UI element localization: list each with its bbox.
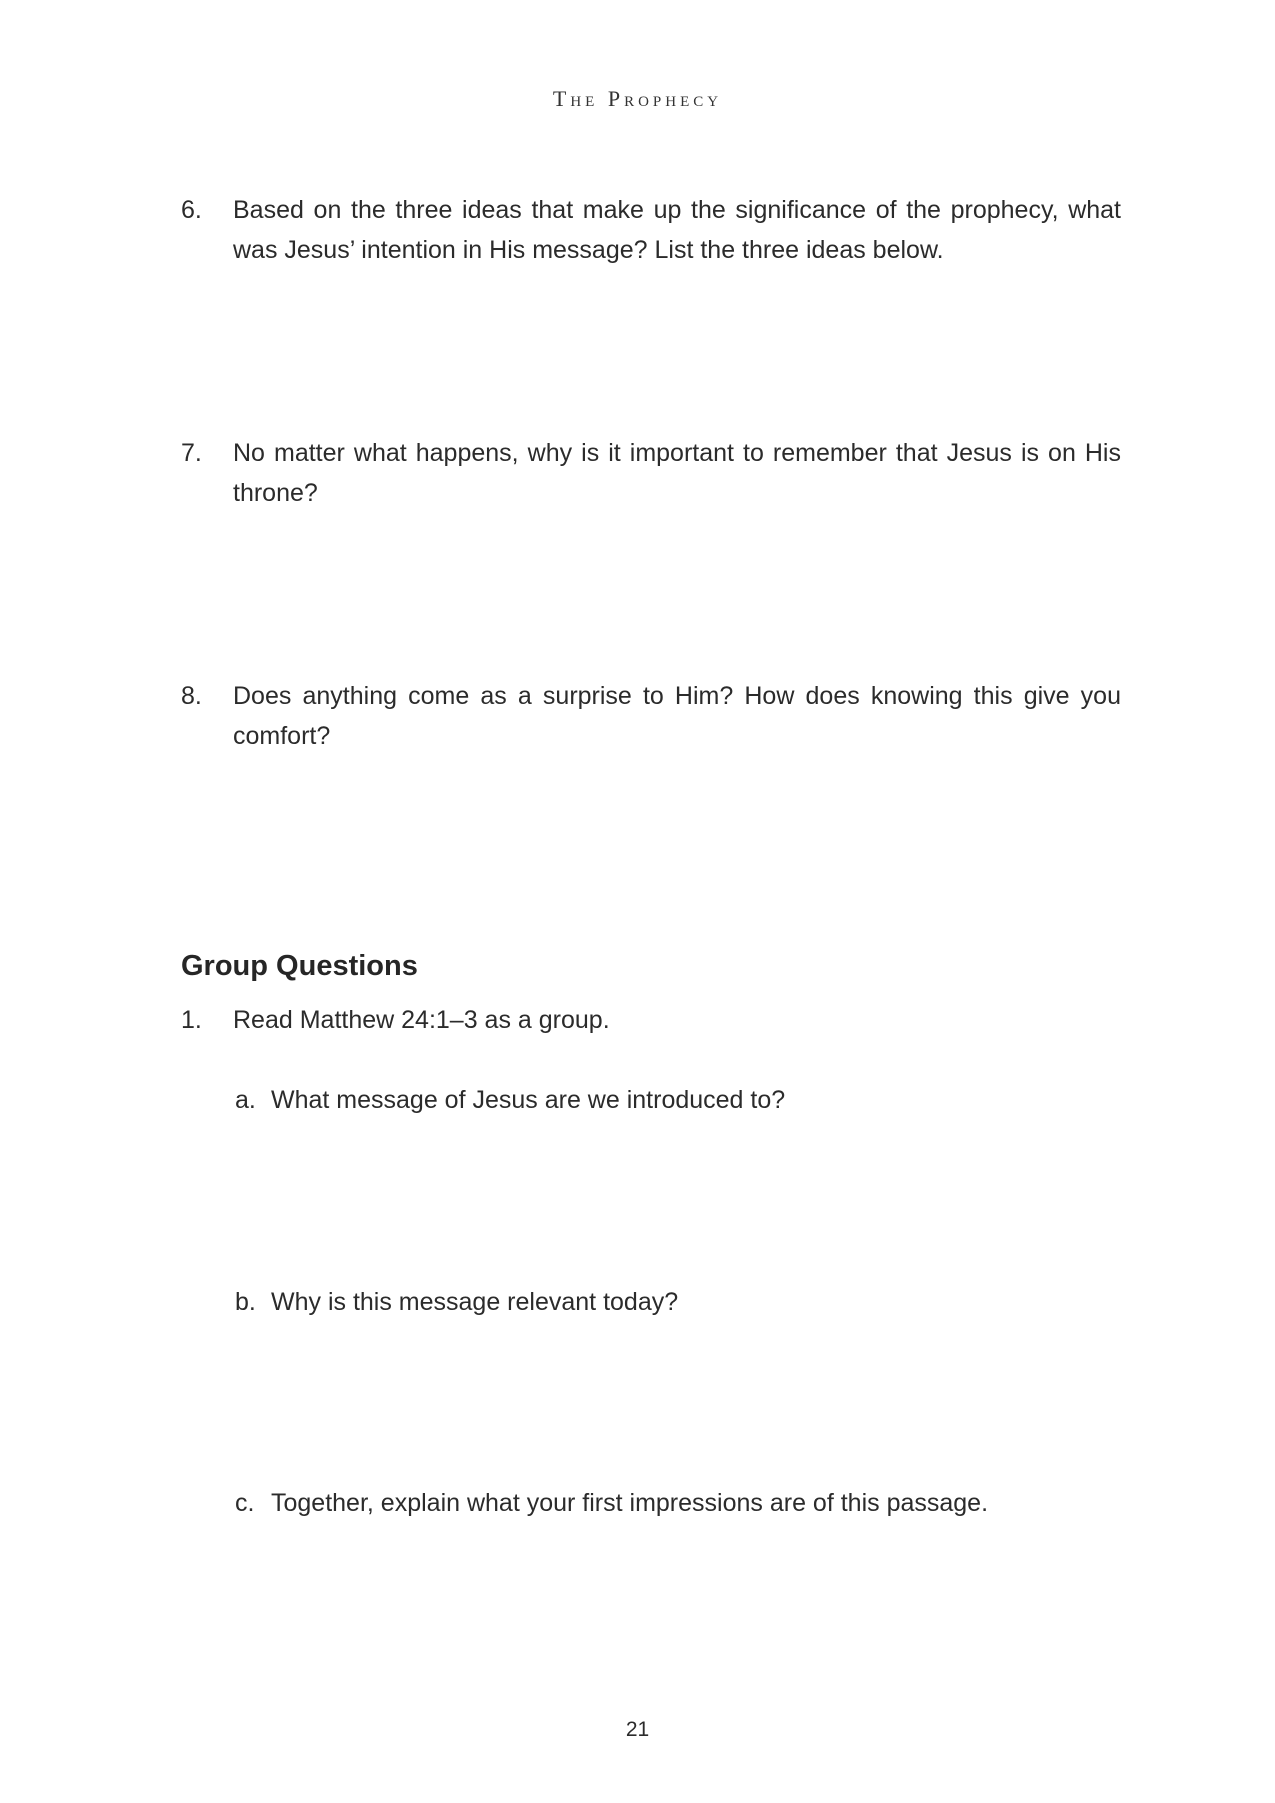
running-head: The Prophecy — [552, 86, 723, 111]
question-text: Based on the three ideas that make up the significance of the prophecy, what was Jesus’ intention in His message? List the three ideas below. — [233, 196, 1121, 264]
question-text: Does anything come as a surprise to Him? How does knowing this give you comfort? — [233, 682, 1121, 750]
question-number: 8. — [181, 682, 202, 710]
subquestion-text: What message of Jesus are we introduced to? — [271, 1086, 786, 1114]
subquestion-c — [235, 1483, 1115, 1523]
group-question-1 — [181, 1000, 1121, 1040]
subquestion-b — [235, 1282, 1115, 1322]
question-7 — [181, 433, 1121, 513]
subquestion-letter: a. — [235, 1086, 256, 1114]
question-text: Read Matthew 24:1–3 as a group. — [233, 1006, 610, 1034]
subquestion-text: Why is this message relevant today? — [271, 1288, 679, 1316]
subquestion-a — [235, 1080, 1115, 1120]
subquestion-text: Together, explain what your first impressions are of this passage. — [271, 1489, 989, 1517]
question-number: 1. — [181, 1006, 202, 1034]
question-number: 7. — [181, 439, 202, 467]
question-number: 6. — [181, 196, 202, 224]
question-8 — [181, 676, 1121, 756]
page-number: 21 — [625, 1718, 650, 1741]
question-text: No matter what happens, why is it important to remember that Jesus is on His throne? — [233, 439, 1121, 507]
group-questions-heading: Group Questions — [181, 950, 418, 982]
subquestion-letter: c. — [235, 1489, 255, 1517]
question-6 — [181, 190, 1121, 270]
subquestion-letter: b. — [235, 1288, 256, 1316]
